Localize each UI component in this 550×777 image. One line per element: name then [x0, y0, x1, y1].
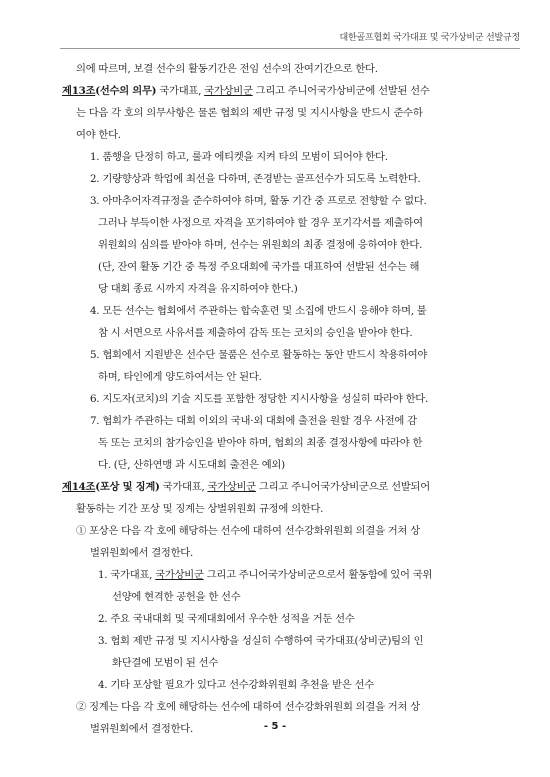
list-item [62, 564, 492, 586]
header-rule [60, 48, 520, 49]
article-13-heading [62, 80, 492, 102]
article-14-heading [62, 476, 492, 498]
text-line: 의에 따르며, 보결 선수의 활동기간은 전임 선수의 잔여기간으로 한다. [76, 63, 378, 75]
list-item: 7. 협회가 주관하는 대회 이외의 국내·외 대회에 출전을 원할 경우 사전에 감 [90, 415, 417, 427]
text-span: 1. 국가대표, [98, 569, 156, 581]
document-body [62, 58, 492, 740]
paragraph-1: ① 포상은 다음 각 호에 해당하는 선수에 대하여 선수강화위원회 의결을 거쳐 상 [76, 525, 420, 537]
list-item: 3. 아마추어자격규정을 준수하여야 하며, 활동 기간 중 프로로 전향할 수 없다. [90, 195, 427, 207]
list-item: 3. 협회 제반 규정 및 지시사항을 성실히 수행하여 국가대표(상비군)팀의 인 [98, 635, 424, 647]
header-title: 대한골프협회 국가대표 및 국가상비군 선발규정 [339, 33, 520, 43]
text-line: 는 다음 각 호의 의무사항은 물론 협회의 제반 규정 및 지시사항을 반드시 준수하 [76, 107, 423, 119]
list-item-continuation: 참 시 서면으로 사유서를 제출하여 감독 또는 코치의 승인을 받아야 한다. [98, 327, 413, 339]
text-span: 국가대표, [156, 85, 205, 97]
list-item-continuation: 위원회의 심의를 받아야 하며, 선수는 위원회의 최종 결정에 응하여야 한다. [98, 239, 423, 251]
text-line: 활동하는 기간 포상 및 징계는 상벌위원회 규정에 의한다. [76, 503, 324, 515]
list-item-continuation: 다. (단, 산하연맹 과 시도대회 출전은 예외) [98, 459, 285, 471]
text-span: 그리고 주니어국가상비군으로 선발되어 [255, 481, 430, 493]
list-item-continuation: 독 또는 코치의 참가승인을 받아야 하며, 협회의 최종 결정사항에 따라야 한 [98, 437, 423, 449]
text-line: 여야 한다. [76, 129, 121, 141]
paragraph-continuation: 벌위원회에서 결정한다. [90, 723, 194, 735]
text-span: 그리고 주니어국가상비군으로서 활동함에 있어 국위 [203, 569, 433, 581]
list-item-continuation: 그러나 부득이한 사정으로 자격을 포기하여야 할 경우 포기각서를 제출하여 [98, 217, 423, 229]
text-span: 그리고 주니어국가상비군에 선발된 선수 [252, 85, 430, 97]
underlined-term: 국가상비군 [155, 569, 204, 581]
text-span: 국가대표, [159, 481, 208, 493]
list-item-continuation: 선양에 현격한 공헌을 한 선수 [112, 591, 241, 603]
list-item: 2. 주요 국내대회 및 국제대회에서 우수한 성적을 거둔 선수 [98, 613, 355, 625]
list-item: 4. 기타 포상할 필요가 있다고 선수강화위원회 추천을 받은 선수 [98, 679, 374, 691]
article-number: 제13조 [62, 85, 96, 97]
page-number: - 5 - [263, 721, 287, 732]
list-item-continuation: (단, 잔여 활동 기간 중 특정 주요대회에 국가를 대표하여 선발된 선수는 해 [98, 261, 420, 273]
list-item: 1. 품행을 단정히 하고, 룰과 에티켓을 지켜 타의 모범이 되어야 한다. [90, 151, 388, 163]
list-item-continuation: 하며, 타인에게 양도하여서는 안 된다. [98, 371, 262, 383]
article-number: 제14조 [62, 481, 96, 493]
list-item: 2. 기량향상과 학업에 최선을 다하며, 존경받는 골프선수가 되도록 노력한다. [90, 173, 421, 185]
list-item: 4. 모든 선수는 협회에서 주관하는 합숙훈련 및 소집에 반드시 응해야 하며, 불 [90, 305, 427, 317]
list-item-continuation: 당 대회 종료 시까지 자격을 유지하여야 한다.) [98, 283, 298, 295]
list-item: 6. 지도자(코치)의 기술 지도를 포함한 정당한 지시사항을 성실히 따라야 한다. [90, 393, 428, 405]
paragraph-continuation: 벌위원회에서 결정한다. [90, 547, 194, 559]
article-title: (포상 및 징계) [95, 481, 160, 493]
underlined-term: 국가상비군 [207, 481, 256, 493]
article-title: (선수의 의무) [95, 85, 157, 97]
underlined-term: 국가상비군 [204, 85, 253, 97]
list-item: 5. 협회에서 지원받은 선수단 물품은 선수로 활동하는 동안 반드시 착용하여야 [90, 349, 428, 361]
paragraph-2: ② 징계는 다음 각 호에 해당하는 선수에 대하여 선수강화위원회 의결을 거쳐 상 [76, 701, 420, 713]
list-item-continuation: 화단결에 모범이 된 선수 [112, 657, 219, 669]
